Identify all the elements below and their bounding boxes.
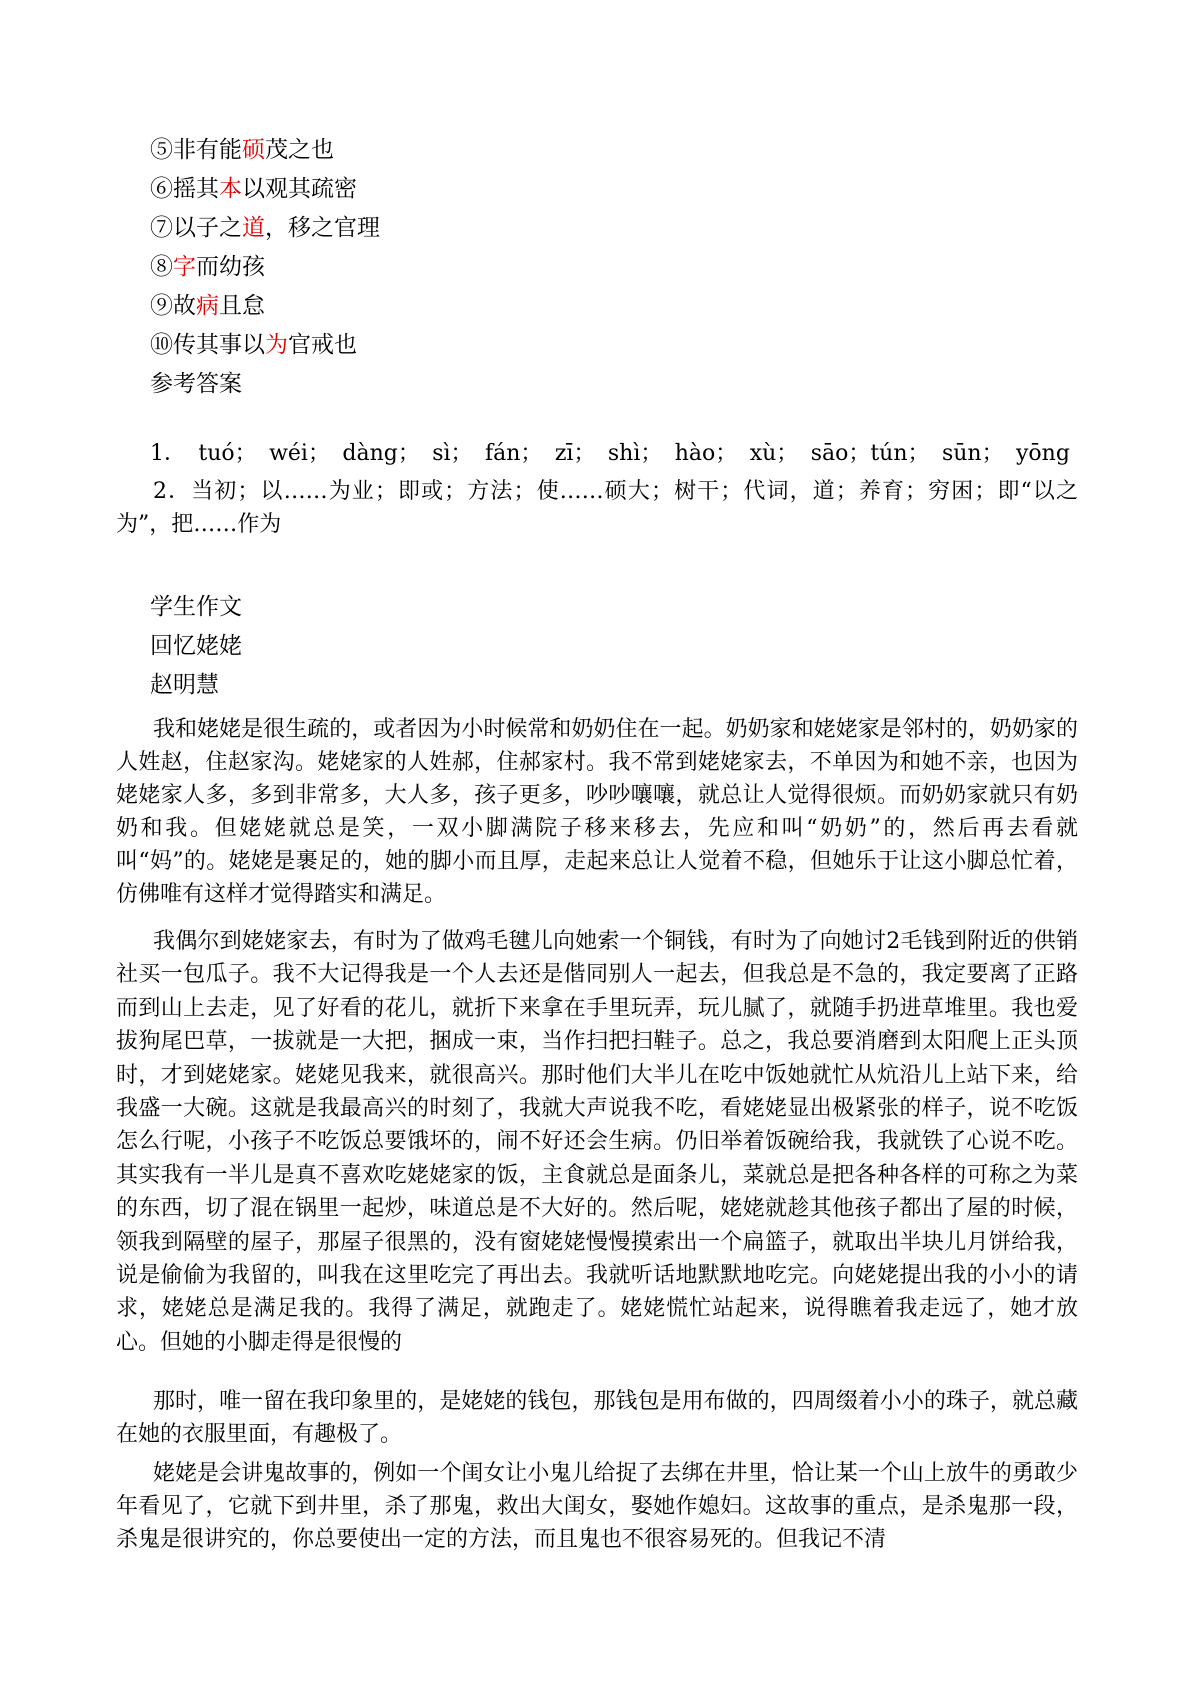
highlighted-char: 病 [196,293,219,319]
essay-author: 赵明慧 [150,672,219,698]
vocab-item: ⑩传其事以为官戒也 [150,332,357,358]
vocab-item: ⑨故病且怠 [150,293,265,319]
essay-paragraph: 我偶尔到姥姥家去，有时为了做鸡毛毽儿向她索一个铜钱，有时为了向她讨2毛钱到附近的供销社买一包瓜子。我不大记得我是一个人去还是偕同别人一起去，但我总是不急的，我定要离了正路而到山上去走，见了好看的花儿，就折下来拿在手里玩弄，玩儿腻了，就随手扔进草堆里。我也爱拔狗尾巴草，一拔就是一大把，捆成一束，当作扫把扫鞋子。总之，我总要消磨到太阳爬上正头顶时，才到姥姥家。姥姥见我来，就很高兴。那时他们大半儿在吃中饭她就忙从炕沿儿上站下来，给我盛一大碗。这就是我最高兴的时刻了，我就大声说我不吃，看姥姥显出极紧张的样子，说不吃饭怎么行呢，小孩子不吃饭总要饿坏的，闹不好还会生病。仍旧举着饭碗给我，我就铁了心说不吃。其实我有一半儿是真不喜欢吃姥姥家的饭，主食就总是面条儿，菜就总是把各种各样的可称之为菜的东西，切了混在锅里一起炒，味道总是不大好的。然后呢，姥姥就趁其他孩子都出了屋的时候，领我到隔壁的屋子，那屋子很黑的，没有窗姥姥慢慢摸索出一个扁篮子，就取出半块儿月饼给我，说是偷偷为我留的，叫我在这里吃完了再出去。我就听话地默默地吃完。向姥姥提出我的小小的请求，姥姥总是满足我的。我得了满足，就跑走了。姥姥慌忙站起来，说得瞧着我走远了，她才放心。但她的小脚走得是很慢的 [116,929,1078,1355]
highlighted-char: 字 [173,254,196,280]
highlighted-char: 为 [265,332,288,358]
highlighted-char: 硕 [242,137,265,163]
highlighted-char: 道 [242,215,265,241]
essay-paragraph: 姥姥是会讲鬼故事的，例如一个闺女让小鬼儿给捉了去绑在井里，恰让某一个山上放牛的勇敢少年看见了，它就下到井里，杀了那鬼，救出大闺女，娶她作媳妇。这故事的重点，是杀鬼那一段，杀鬼是很讲究的，你总要使出一定的方法，而且鬼也不很容易死的。但我记不清 [116,1461,1078,1552]
section-label: 学生作文 [150,594,242,620]
answer-1-pinyin: 1． tuó； wéi； dàng； sì； fán； zī； shì； hào； xù； sāo；tún； sūn； yōng [150,441,1070,466]
vocab-item: ⑤非有能硕茂之也 [150,137,334,163]
answer-2: 2．当初；以……为业；即或；方法；使……硕大；树干；代词，道；养育；穷困；即“以之为”，把……作为 [116,479,1078,537]
vocab-item: ⑧字而幼孩 [150,254,265,280]
vocab-item: ⑦以子之道，移之官理 [150,215,380,241]
essay-title: 回忆姥姥 [150,633,242,659]
essay-paragraph: 我和姥姥是很生疏的，或者因为小时候常和奶奶住在一起。奶奶家和姥姥家是邻村的，奶奶家的人姓赵，住赵家沟。姥姥家的人姓郝，住郝家村。我不常到姥姥家去，不单因为和她不亲，也因为姥姥家人多，多到非常多，大人多，孩子更多，吵吵嚷嚷，就总让人觉得很烦。而奶奶家就只有奶奶和我。但姥姥就总是笑，一双小脚满院子移来移去，先应和叫“奶奶”的，然后再去看就叫“妈”的。姥姥是裹足的，她的脚小而且厚，走起来总让人觉着不稳，但她乐于让这小脚总忙着，仿佛唯有这样才觉得踏实和满足。 [116,717,1078,907]
vocab-item: ⑥摇其本以观其疏密 [150,176,357,202]
answers-heading: 参考答案 [150,371,242,397]
highlighted-char: 本 [219,176,242,202]
essay-paragraph: 那时，唯一留在我印象里的，是姥姥的钱包，那钱包是用布做的，四周缀着小小的珠子，就总藏在她的衣服里面，有趣极了。 [116,1389,1078,1447]
